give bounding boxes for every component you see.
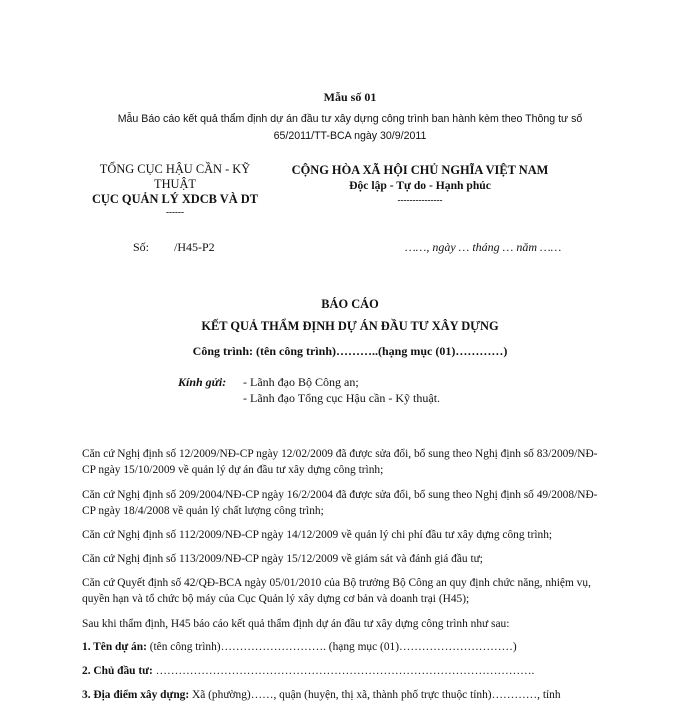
item-investor bbox=[82, 665, 534, 677]
form-number: Mẫu số 01 bbox=[323, 90, 377, 104]
item-text: (tên công trình)………………………. (hạng mục (01)…………………………) bbox=[146, 641, 517, 653]
item-label: 3. Địa điểm xây dựng: bbox=[82, 689, 190, 701]
national-header bbox=[270, 162, 570, 206]
project-line: Công trình: (tên công trình)………..(hạng mục (01)…………) bbox=[192, 344, 508, 358]
item-text: ………………………………………………………………………………………. bbox=[152, 665, 535, 677]
agency-line2: THUẬT bbox=[154, 177, 196, 191]
form-description-line2: 65/2011/TT-BCA ngày 30/9/2011 bbox=[273, 130, 427, 142]
report-title: BÁO CÁO bbox=[321, 297, 379, 311]
recipients-label: Kính gửi: bbox=[178, 375, 227, 389]
item-label: 1. Tên dự án: bbox=[82, 641, 147, 653]
agency-line1: TỔNG CỤC HẬU CẦN - KỸ bbox=[99, 162, 251, 176]
item-text: Xã (phường)……, quận (huyện, thị xã, thành phố trực thuộc tỉnh)…………, tỉnh bbox=[189, 689, 561, 701]
item-location bbox=[82, 689, 561, 701]
document-number-label: Số: bbox=[133, 240, 150, 254]
agency-header bbox=[70, 162, 280, 218]
item-project-name bbox=[82, 641, 517, 653]
legal-basis-paragraph: Căn cứ Nghị định số 112/2009/NĐ-CP ngày 14/12/2009 về quản lý chi phí đầu tư xây dựng công trình; bbox=[82, 529, 553, 541]
recipient-item: - Lãnh đạo Tổng cục Hậu cần - Kỹ thuật. bbox=[243, 391, 441, 405]
form-description-line1: Mẫu Báo cáo kết quả thẩm định dự án đầu tư xây dựng công trình ban hành kèm theo Thông tư số bbox=[117, 113, 583, 125]
report-subtitle: KẾT QUẢ THẨM ĐỊNH DỰ ÁN ĐẦU TƯ XÂY DỰNG bbox=[201, 319, 499, 333]
nation-title: CỘNG HÒA XÃ HỘI CHỦ NGHĨA VIỆT NAM bbox=[291, 163, 549, 177]
document-number-value: /H45-P2 bbox=[174, 240, 215, 254]
agency-line3: CỤC QUẢN LÝ XDCB VÀ DT bbox=[91, 192, 259, 206]
agency-rule: ------ bbox=[166, 207, 184, 217]
item-label: 2. Chủ đầu tư: bbox=[82, 665, 153, 677]
legal-basis-paragraph: Căn cứ Nghị định số 113/2009/NĐ-CP ngày 15/12/2009 về giám sát và đánh giá đầu tư; bbox=[82, 553, 483, 565]
legal-basis-paragraph: Căn cứ Nghị định số 12/2009/NĐ-CP ngày 12/02/2009 đã được sửa đổi, bổ sung theo Nghị định số 83/2009/NĐ-CP ngày 15/10/2009 về quản lý dự án đầu tư xây dựng công trình; bbox=[82, 448, 598, 476]
document-date: ……, ngày … tháng … năm …… bbox=[405, 240, 562, 254]
recipient-item: - Lãnh đạo Bộ Công an; bbox=[243, 375, 359, 389]
summary-paragraph: Sau khi thẩm định, H45 báo cáo kết quả thẩm định dự án đầu tư xây dựng công trình như sau: bbox=[82, 618, 510, 630]
legal-basis-paragraph: Căn cứ Quyết định số 42/QĐ-BCA ngày 05/01/2010 của Bộ trưởng Bộ Công an quy định chức năng, nhiệm vụ, quyền hạn và tổ chức bộ máy của Cục Quản lý xây dựng cơ bản và doanh trại (H45); bbox=[82, 577, 591, 605]
legal-basis-paragraph: Căn cứ Nghị định số 209/2004/NĐ-CP ngày 16/2/2004 đã được sửa đổi, bổ sung theo Nghị định số 49/2008/NĐ-CP ngày 18/4/2008 về quản lý chất lượng công trình; bbox=[82, 489, 598, 517]
nation-rule: --------------- bbox=[397, 195, 443, 205]
nation-motto: Độc lập - Tự do - Hạnh phúc bbox=[349, 179, 491, 192]
